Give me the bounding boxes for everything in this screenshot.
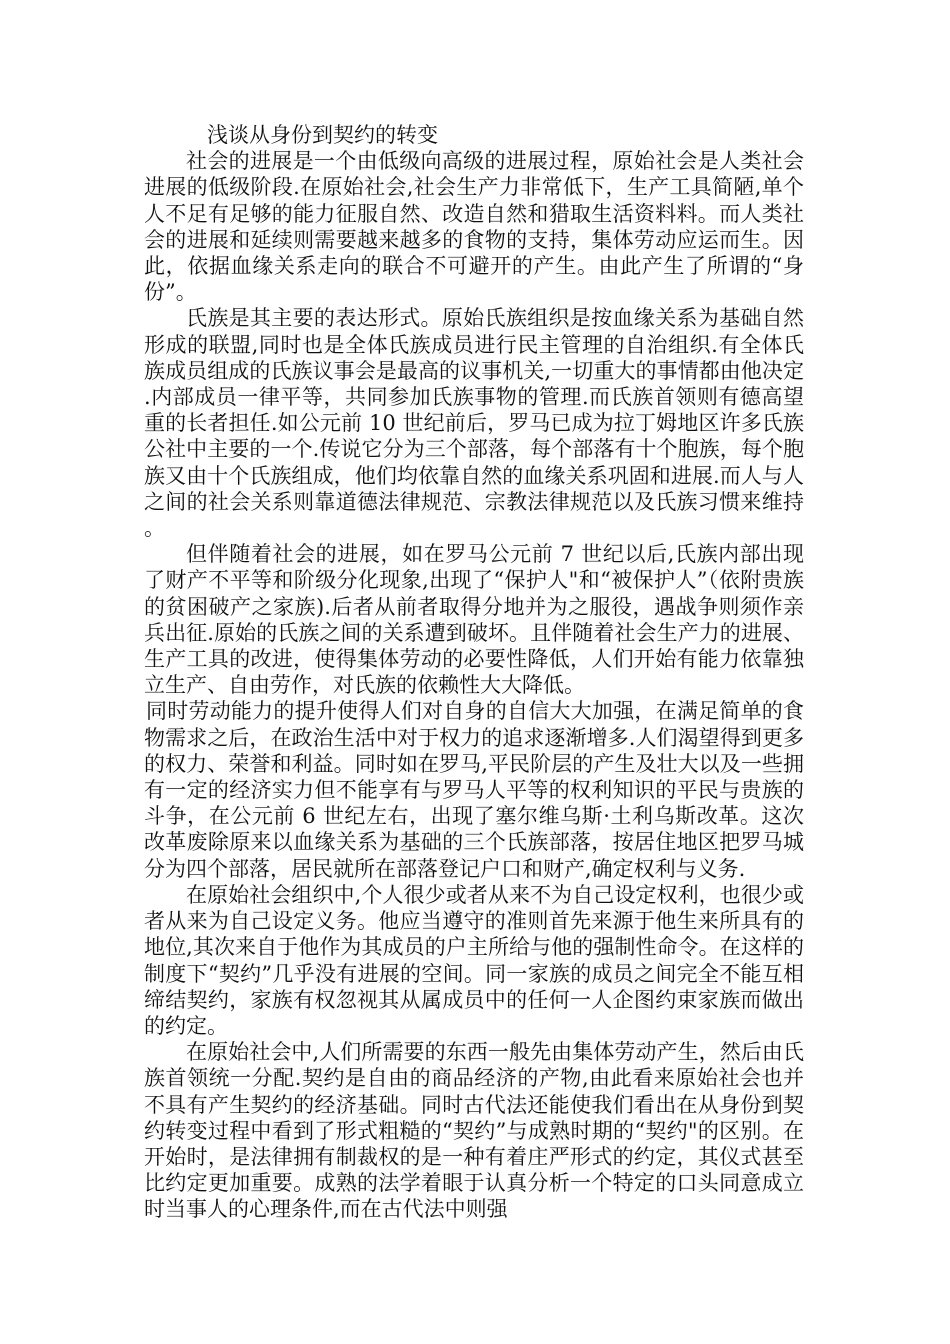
paragraph-origin-of-status: 社会的进展是一个由低级向高级的进展过程，原始社会是人类社会进展的低级阶段.在原始社会,社会生产力非常低下，生产工具简陋,单个人不足有足够的能力征服自然、改造自然和猎取生活资料料。而人类社会的进展和延续则需要越来越多的食物的支持，集体劳动应运而生。因此，依据血缘关系走向的联合不可避开的产生。由此产生了所谓的“身份”。 — [144, 149, 804, 305]
document-title: 浅谈从身份到契约的转变 — [207, 123, 438, 147]
paragraph-clan-organization: 氏族是其主要的表达形式。原始氏族组织是按血缘关系为基础自然形成的联盟,同时也是全体氏族成员进行民主管理的自治组织.有全体氏族成员组成的氏族议事会是最高的议事机关,一切重大的事情都由他决定.内部成员一律平等，共同参加氏族事物的管理.而氏族首领则有德高望重的长者担任.如公元前 10 世纪前后，罗马已成为拉丁姆地区许多氏族公社中主要的一个.传说它分为三个部落，每个部落有十个胞族，每个胞族又由十个氏族组成，他们均依靠自然的血缘关系巩固和进展.而人与人之间的社会关系则靠道德法律规范、宗教法律规范以及氏族习惯来维持。 — [144, 306, 804, 541]
paragraph-clan-decline: 但伴随着社会的进展，如在罗马公元前 7 世纪以后,氏族内部出现了财产不平等和阶级分化现象,出现了“保护人"和“被保护人”（依附贵族的贫困破产之家族).后者从前者取得分地并为之服役，遇战争则须作亲兵出征.原始的氏族之间的关系遭到破坏。且伴随着社会生产力的进展、生产工具的改进，使得集体劳动的必要性降低，人们开始有能力依靠独立生产、自由劳作，对氏族的依赖性大大降低。 — [144, 542, 804, 698]
paragraph-individual-rights: 在原始社会组织中,个人很少或者从来不为自己设定权利，也很少或者从来为自己设定义务。他应当遵守的准则首先来源于他生来所具有的地位,其次来自于他作为其成员的户主所给与他的强制性命令。在这样的制度下“契约”几乎没有进展的空间。同一家族的成员之间完全不能互相缔结契约，家族有权忽视其从属成员中的任何一人企图约束家族而做出的约定。 — [144, 882, 804, 1038]
paragraph-servian-reform: 同时劳动能力的提升使得人们对自身的自信大大加强，在满足简单的食物需求之后，在政治生活中对于权力的追求逐渐增多.人们渴望得到更多的权力、荣誉和利益。同时如在罗马,平民阶层的产生及壮大以及一些拥有一定的经济实力但不能享有与罗马人平等的权利知识的平民与贵族的斗争，在公元前 6 世纪左右，出现了塞尔维乌斯·土利乌斯改革。这次改革废除原来以血缘关系为基础的三个氏族部落，按居住地区把罗马城分为四个部落，居民就所在部落登记户口和财产,确定权利与义务. — [144, 699, 804, 881]
paragraph-contract-evolution: 在原始社会中,人们所需要的东西一般先由集体劳动产生，然后由氏族首领统一分配.契约是自由的商品经济的产物,由此看来原始社会也并不具有产生契约的经济基础。同时古代法还能使我们看出在从身份到契约转变过程中看到了形式粗糙的“契约”与成熟时期的“契约"的区别。在开始时，是法律拥有制裁权的是一种有着庄严形式的约定，其仪式甚至比约定更加重要。成熟的法学着眼于认真分析一个特定的口头同意成立时当事人的心理条件,而在古代法中则强 — [144, 1040, 804, 1222]
document-body — [144, 122, 804, 1223]
